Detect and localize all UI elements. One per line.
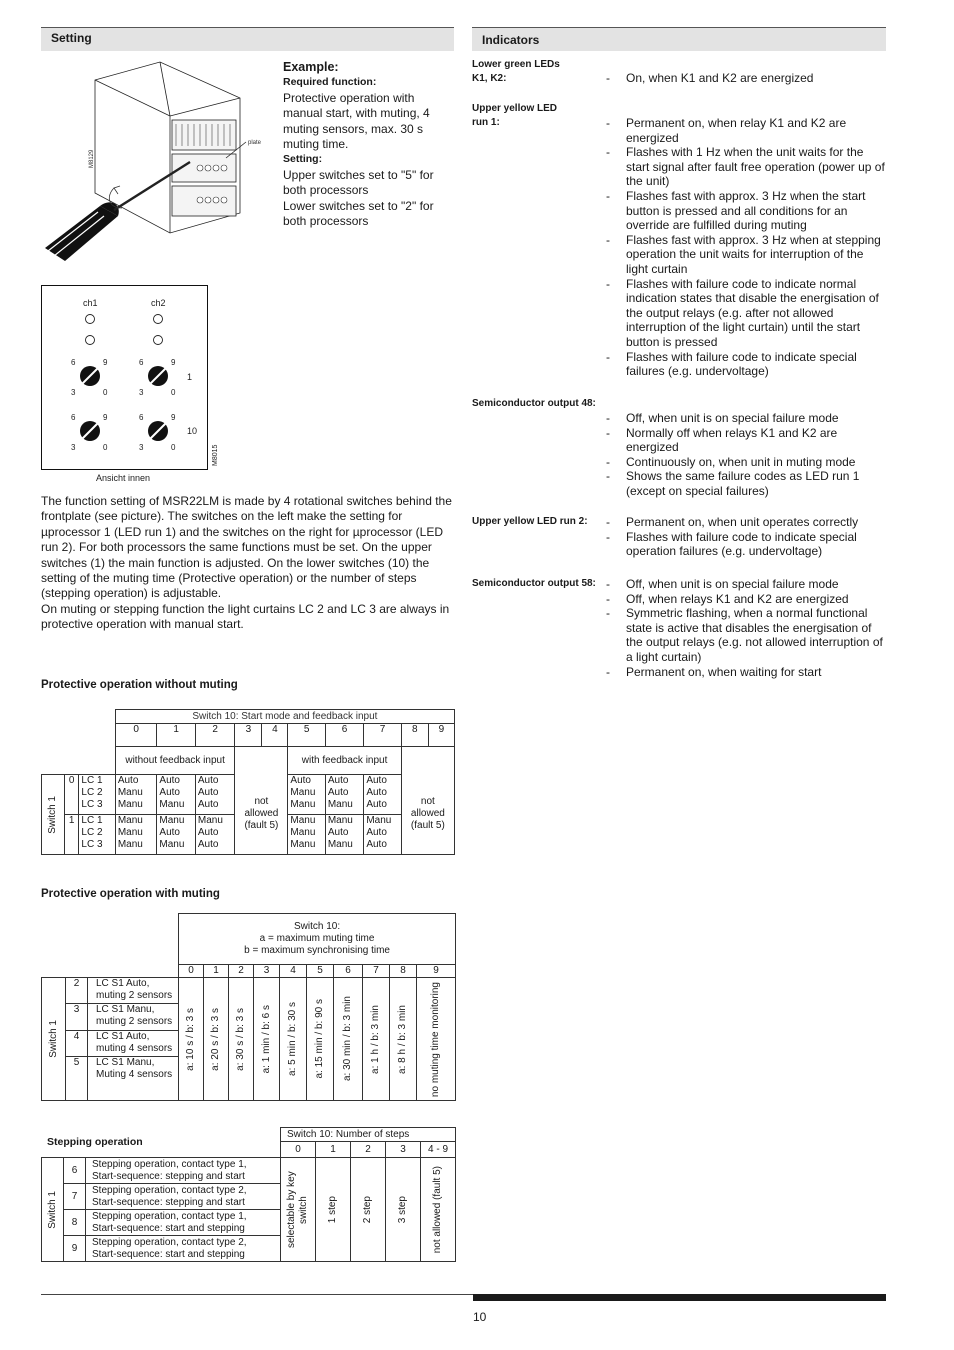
table1-col-2: 2 <box>195 724 235 747</box>
dial-ch1-upper <box>80 366 100 386</box>
switch-figure-code: M8015 <box>212 444 219 466</box>
table1-switch-1: 1 <box>64 815 79 855</box>
table1-col-9: 9 <box>428 724 454 747</box>
table2-row-text: LC S1 Auto, muting 4 sensors <box>88 1031 179 1057</box>
table3-top-header: Switch 10: Number of steps <box>281 1128 456 1142</box>
mode-cell: Auto <box>159 787 180 798</box>
led-ch1-lower <box>86 336 95 345</box>
indicator-label: Semiconductor output 58: <box>472 578 596 589</box>
table2-col-7: 7 <box>363 965 390 978</box>
dial-label: 6 <box>139 413 144 422</box>
table2-header-line3: b = maximum synchronising time <box>244 945 390 956</box>
dial-label: 9 <box>171 358 176 367</box>
mode-cell: Auto <box>366 787 387 798</box>
mode-cell: Manu <box>327 815 353 826</box>
mode-cell: Auto <box>327 787 349 798</box>
table2-row-text: LC S1 Manu, Muting 4 sensors <box>88 1057 179 1083</box>
table2-col-4: 4 <box>280 965 307 978</box>
dial-ch2-upper <box>148 366 168 386</box>
lc-label: LC 2 <box>81 787 103 798</box>
table-stepping <box>41 1127 456 1262</box>
indicator-label: Semiconductor output 48: <box>472 398 596 409</box>
table3-row-text2: Start-sequence: start and stepping <box>92 1222 245 1234</box>
ch2-label: ch2 <box>151 298 166 308</box>
table1-not-allowed-left: not allowed (fault 5) <box>235 775 288 855</box>
mode-cell: Manu <box>197 815 223 826</box>
indicator-label: K1, K2: <box>472 73 507 84</box>
muting-value: a: 10 s / b: 3 s <box>185 1007 196 1071</box>
table2-col-2: 2 <box>229 965 254 978</box>
table2-col-3: 3 <box>254 965 280 978</box>
table3-row-text1: Stepping operation, contact type 2, <box>92 1184 247 1196</box>
table2-switch-label: Switch 1 <box>47 1020 59 1058</box>
table2-col-9: 9 <box>417 965 456 978</box>
steps-value: not allowed (fault 5) <box>432 1165 444 1254</box>
dial-label: 9 <box>171 413 176 422</box>
table3-col-1: 1 <box>316 1142 351 1158</box>
mode-cell: Auto <box>366 839 387 850</box>
dial-label: 6 <box>139 358 144 367</box>
indicator-item: Permanent on, when unit operates correctly <box>626 515 859 529</box>
indicator-item: Flashes with failure code to indicate normal indication states that disable the energisation of the output relays (e.g. after not allowed interruption of the light curtain) until the start button is pressed <box>626 276 879 349</box>
table1-col-4: 4 <box>262 724 288 747</box>
mode-cell: Manu <box>117 815 143 826</box>
indicator-group-output48: Semiconductor output 48: - Off, when unit is on special failure mode - Normally off when relays K1 and K2 are energized - Continuously on, when unit in muting mode - Shows the same failure codes as LED run 1 (except on special failures) <box>472 398 860 498</box>
setting-heading <box>41 27 454 51</box>
table1-switch-0: 0 <box>64 775 79 815</box>
table3-row-text2: Start-sequence: stepping and start <box>92 1170 245 1182</box>
mode-cell: Auto <box>197 827 219 838</box>
muting-value: a: 30 s / b: 3 s <box>235 1007 246 1071</box>
dial-label: 3 <box>71 443 76 452</box>
mode-cell: Manu <box>117 839 143 850</box>
mode-cell: Auto <box>159 827 180 838</box>
indicator-item: Shows the same failure codes as LED run 1 (except on special failures) <box>626 469 860 498</box>
indicator-label: Lower green LEDs <box>472 59 560 70</box>
indicator-item: Symmetric flashing, when a normal functional state is active that disables the energisation of the output relays (e.g. not allowed interruption of a light curtain) <box>626 606 883 664</box>
indicator-group-run1: Upper yellow LED run 1: - Permanent on, when relay K1 and K2 are energized - Flashes with 1 Hz when the unit waits for the start signal after fault free operation (power up of the unit) - Flashes fast with approx. 3 Hz when the start button is pressed and all conditions for an override are fulfilled during muting - Flashes fast with approx. 3 Hz when at stepping operation the unit waits for interruption of the light curtain - Flashes with failure code to indicate normal indication states that disable the energisation of the output relays (e.g. after not allowed interruption of the light curtain) until the start button is pressed - Flashes with failure code to indicate special failures (e.g. undervoltage) <box>472 103 885 379</box>
muting-value: a: 20 s / b: 3 s <box>210 1007 221 1071</box>
indicator-item: Flashes with failure code to indicate special operation failures (e.g. undervoltage) <box>626 529 857 559</box>
indicator-item: Flashes fast with approx. 3 Hz when at stepping operation the unit waits for interruption of the light curtain <box>626 232 881 276</box>
muting-value: a: 15 min / b: 90 s <box>314 999 325 1079</box>
mode-cell: Manu <box>159 799 185 810</box>
indicator-item: Flashes with failure code to indicate special failures (e.g. undervoltage) <box>626 349 857 379</box>
required-function-heading: Required function: <box>283 76 377 89</box>
setting-text-lower: Lower switches set to "2" for both processors <box>283 198 434 229</box>
indicator-item: Off, when relays K1 and K2 are energized <box>626 591 849 606</box>
table3-switch-8: 8 <box>64 1210 86 1236</box>
mode-cell: Manu <box>327 839 353 850</box>
setting-subheading: Setting: <box>283 153 323 166</box>
lc-label: LC 2 <box>81 827 103 838</box>
dial-ch2-lower <box>148 421 168 441</box>
table2-row-text: LC S1 Auto, muting 2 sensors <box>88 978 179 1004</box>
table1-col-1: 1 <box>157 724 195 747</box>
table1-col-6: 6 <box>325 724 363 747</box>
muting-value: a: 1 min / b: 6 s <box>260 1004 272 1074</box>
table1-col-8: 8 <box>401 724 428 747</box>
table2-header-line2: a = maximum muting time <box>259 933 375 944</box>
table3-title: Stepping operation <box>47 1136 143 1148</box>
table2-col-6: 6 <box>334 965 363 978</box>
table2-row-text: LC S1 Manu, muting 2 sensors <box>88 1004 179 1031</box>
mode-cell: Manu <box>290 827 316 838</box>
indicator-item: Permanent on, when relay K1 and K2 are energized <box>626 116 847 145</box>
steps-value: 2 step <box>362 1195 373 1224</box>
dial-label: 0 <box>103 443 108 452</box>
setting-paragraph-2: On muting or stepping function the light curtains LC 2 and LC 3 are always in protective operation with manual start. <box>41 601 450 632</box>
led-ch2-upper <box>154 315 163 324</box>
muting-value: a: 8 h / b: 3 min <box>397 1004 408 1074</box>
table2-header-line1: Switch 10: <box>293 921 341 932</box>
table-with-muting <box>41 913 456 1101</box>
indicator-label: Upper yellow LED <box>472 103 558 114</box>
table3-row-text1: Stepping operation, contact type 1, <box>92 1158 247 1170</box>
table1-top-header: Switch 10: Start mode and feedback input <box>115 710 454 724</box>
example-title: Example: <box>283 60 339 74</box>
dial-label: 0 <box>171 388 176 397</box>
indicator-group-run2: Upper yellow LED run 2: - Permanent on, when unit operates correctly - Flashes with failure code to indicate special operation failures (e.g. undervoltage) <box>472 515 859 559</box>
setting-heading-text: Setting <box>51 31 92 45</box>
muting-value: a: 5 min / b: 30 s <box>287 1002 298 1076</box>
table2-col-5: 5 <box>307 965 334 978</box>
dial-label: 6 <box>71 413 76 422</box>
lc-label: LC 3 <box>81 839 103 850</box>
mode-cell: Auto <box>197 799 219 810</box>
footer-bar <box>473 1294 886 1301</box>
table2-switch-5: 5 <box>66 1057 88 1083</box>
required-function-text: Protective operation with manual start, with muting, 4 muting sensors, max. 30 s muting time. <box>283 90 430 152</box>
steps-value: 3 step <box>397 1195 408 1224</box>
device-illustration <box>40 58 270 288</box>
indicator-group-output58: Semiconductor output 58: - Off, when unit is on special failure mode - Off, when relays K1 and K2 are energized - Symmetric flashing, when a normal functional state is active that disables the energisation of the output relays (e.g. not allowed interruption of a light curtain) - Permanent on, when waiting for start <box>472 577 883 679</box>
example-block <box>283 60 451 229</box>
steps-value: selectable by key switch <box>286 1171 309 1248</box>
led-ch2-lower <box>154 336 163 345</box>
setting-paragraph-1: The function setting of MSR22LM is made by 4 rotational switches behind the frontplate (see picture). The switches on the left make the setting for µprocessor 1 (LED run 1) and the switches on the right for µprocessor (LED run 2). For both processors the same functions must be set. On the upper switches (1) the main function is adjusted. On the lower switches (10) the setting of the muting time (Protective operation) or the number of steps (stepping operation) is adjustable. <box>41 494 452 601</box>
mode-cell: Auto <box>290 775 311 786</box>
table3-switch-7: 7 <box>64 1184 86 1210</box>
indicators-heading <box>472 27 886 51</box>
table-without-muting <box>41 709 455 855</box>
led-ch1-upper <box>86 315 95 324</box>
table3-switch-6: 6 <box>64 1158 86 1184</box>
indicator-item: Flashes with 1 Hz when the unit waits for the start signal after fault free operation (power up of the unit) <box>626 145 885 189</box>
mode-cell: Auto <box>117 775 139 786</box>
dial-label: 3 <box>71 388 76 397</box>
table1-group-with: with feedback input <box>288 747 401 775</box>
upper-switch-row-label: 1 <box>187 372 193 382</box>
plate-label: plate <box>248 140 262 146</box>
dial-label: 0 <box>171 443 176 452</box>
table1-title: Protective operation without muting <box>41 679 238 691</box>
indicator-label: run 1: <box>472 117 500 128</box>
mode-cell: Manu <box>117 787 143 798</box>
mode-cell: Auto <box>327 775 349 786</box>
steps-value: 1 step <box>327 1195 338 1224</box>
setting-text-upper: Upper switches set to "5" for both processors <box>283 167 434 198</box>
table3-row-text1: Stepping operation, contact type 1, <box>92 1210 247 1222</box>
dial-label: 9 <box>103 358 108 367</box>
indicator-item: Off, when unit is on special failure mode <box>626 577 839 591</box>
page-number: 10 <box>473 1310 487 1324</box>
table3-row-text1: Stepping operation, contact type 2, <box>92 1236 247 1248</box>
table2-switch-3: 3 <box>66 1004 88 1031</box>
dial-label: 3 <box>139 443 144 452</box>
mode-cell: Manu <box>159 815 185 826</box>
mode-cell: Auto <box>366 827 387 838</box>
table1-col-3: 3 <box>235 724 262 747</box>
table2-col-8: 8 <box>390 965 417 978</box>
table3-switch-label: Switch 1 <box>46 1190 58 1229</box>
indicator-item: On, when K1 and K2 are energized <box>626 71 814 85</box>
indicator-item: Permanent on, when waiting for start <box>626 664 822 679</box>
indicator-item: Continuously on, when unit in muting mode <box>626 454 856 469</box>
mode-cell: Manu <box>290 815 316 826</box>
table2-switch-2: 2 <box>66 978 88 1004</box>
mode-cell: Manu <box>117 827 143 838</box>
device-figure-code: M8129 <box>89 149 95 168</box>
table2-col-0: 0 <box>179 965 204 978</box>
table2-col-1: 1 <box>204 965 229 978</box>
switch-figure-caption: Ansicht innen <box>96 473 151 483</box>
table3-col-2: 2 <box>351 1142 386 1158</box>
indicator-item: Off, when unit is on special failure mode <box>626 411 839 425</box>
mode-cell: Auto <box>159 775 180 786</box>
mode-cell: Manu <box>117 799 143 810</box>
table3-col-4: 4 - 9 <box>421 1142 456 1158</box>
table1-switch-label: Switch 1 <box>46 795 58 834</box>
table3-col-0: 0 <box>281 1142 316 1158</box>
muting-value: a: 1 h / b: 3 min <box>370 1004 381 1074</box>
dial-label: 9 <box>103 413 108 422</box>
table1-col-7: 7 <box>364 724 401 747</box>
table3-col-3: 3 <box>386 1142 421 1158</box>
table2-title: Protective operation with muting <box>41 888 220 900</box>
muting-value: no muting time monitoring <box>430 982 442 1098</box>
table1-group-without: without feedback input <box>115 747 235 775</box>
table3-switch-9: 9 <box>64 1236 86 1262</box>
lc-label: LC 1 <box>81 775 103 786</box>
muting-value: a: 30 min / b: 3 min <box>342 996 353 1082</box>
mode-cell: Auto <box>366 799 387 810</box>
mode-cell: Manu <box>327 799 353 810</box>
lc-label: LC 1 <box>81 815 103 826</box>
lc-label: LC 3 <box>81 799 103 810</box>
dial-ch1-lower <box>80 421 100 441</box>
table1-not-allowed-right: not allowed (fault 5) <box>401 775 454 855</box>
indicator-item: Flashes fast with approx. 3 Hz when the start button is pressed and all conditions for an override are fulfilled during muting <box>626 188 866 233</box>
table3-row-text2: Start-sequence: start and stepping <box>92 1248 245 1260</box>
mode-cell: Auto <box>197 775 219 786</box>
mode-cell: Auto <box>197 787 219 798</box>
mode-cell: Manu <box>366 815 392 826</box>
dial-label: 0 <box>103 388 108 397</box>
indicators-heading-text: Indicators <box>482 33 540 47</box>
mode-cell: Manu <box>159 839 185 850</box>
mode-cell: Auto <box>327 827 349 838</box>
lower-switch-row-label: 10 <box>187 426 198 436</box>
table1-col-5: 5 <box>288 724 325 747</box>
indicator-item: Normally off when relays K1 and K2 are energized <box>626 425 838 455</box>
table2-switch-4: 4 <box>66 1031 88 1057</box>
mode-cell: Manu <box>290 799 316 810</box>
mode-cell: Manu <box>290 787 316 798</box>
mode-cell: Manu <box>290 839 316 850</box>
dial-label: 3 <box>139 388 144 397</box>
table3-row-text2: Start-sequence: stepping and start <box>92 1196 245 1208</box>
setting-description <box>41 494 457 633</box>
ch1-label: ch1 <box>83 298 98 308</box>
mode-cell: Auto <box>197 839 219 850</box>
dial-label: 6 <box>71 358 76 367</box>
table1-col-0: 0 <box>115 724 157 747</box>
indicator-label: Upper yellow LED run 2: <box>472 516 588 527</box>
mode-cell: Auto <box>366 775 387 786</box>
switch-figure <box>41 285 221 475</box>
indicator-group-green-leds: Lower green LEDs K1, K2: - On, when K1 and K2 are energized <box>472 59 814 85</box>
